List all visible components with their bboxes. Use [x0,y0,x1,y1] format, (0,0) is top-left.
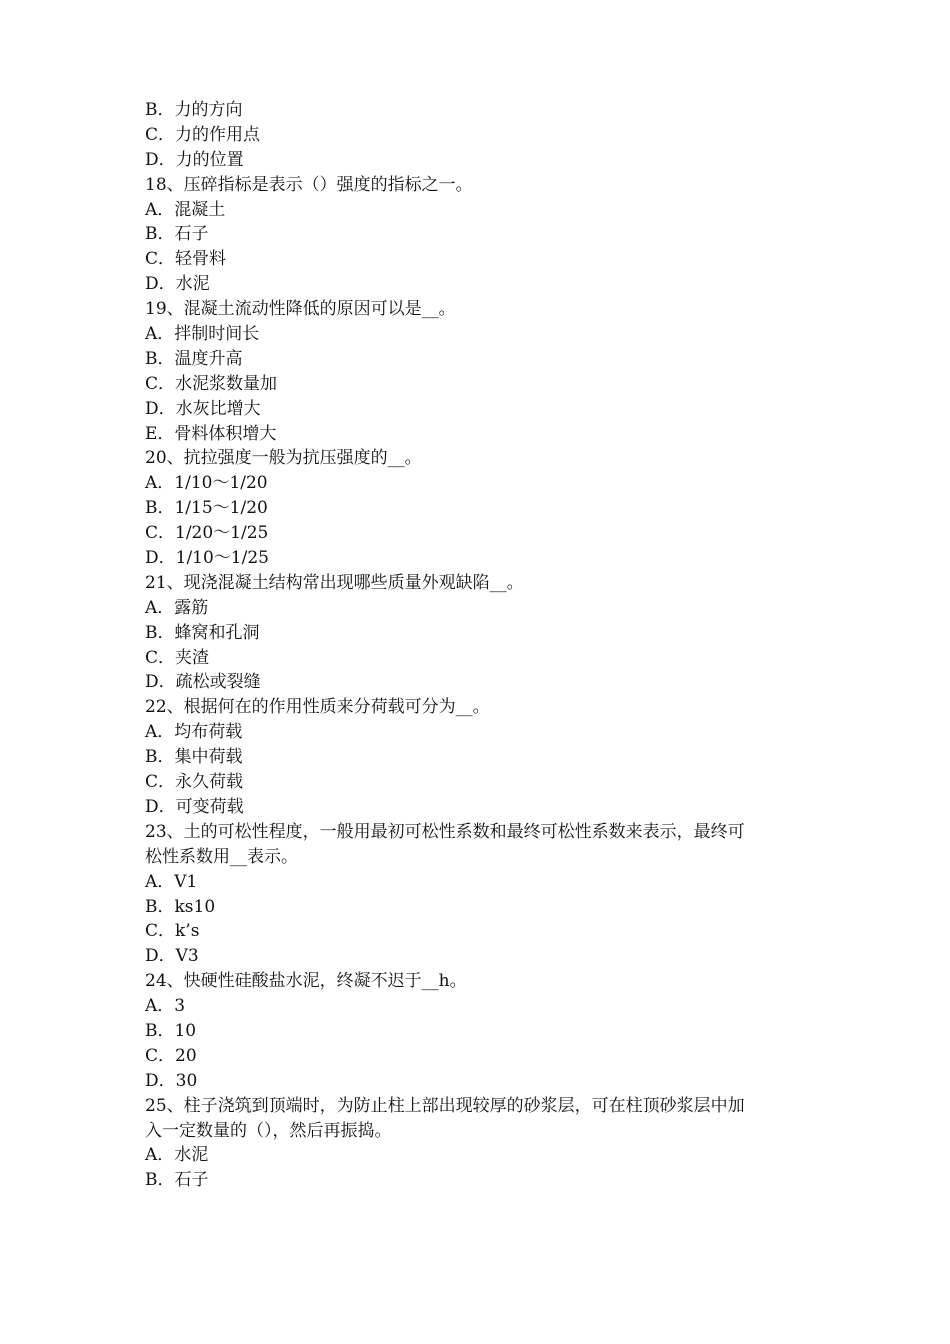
question-23-continued: 松性系数用__表示。 [145,846,298,867]
option-line: A．水泥 [145,1145,209,1166]
option-line: B．10 [145,1020,197,1041]
question-23: 23、土的可松性程度，一般用最初可松性系数和最终可松性系数来表示，最终可 [145,821,745,842]
option-line: C．夹渣 [145,647,210,668]
option-line: B．蜂窝和孔洞 [145,622,260,643]
option-line: A．V1 [145,871,198,892]
question-22: 22、根据何在的作用性质来分荷载可分为__。 [145,697,490,718]
option-line: E．骨料体积增大 [145,423,277,444]
option-line: A．1/10～1/20 [145,473,268,494]
question-25-continued: 入一定数量的（），然后再振捣。 [145,1120,392,1141]
question-21: 21、现浇混凝土结构常出现哪些质量外观缺陷__。 [145,572,524,593]
option-line: C．1/20～1/25 [145,523,269,544]
option-line: B．ks10 [145,896,216,917]
option-line: A．均布荷载 [145,722,243,743]
question-19: 19、混凝土流动性降低的原因可以是__。 [145,299,456,320]
option-line: A．3 [145,996,186,1017]
option-line: D．1/10～1/25 [145,548,269,569]
option-line: B．温度升高 [145,348,243,369]
option-line: C．20 [145,1045,197,1066]
option-line: D．力的位置 [145,149,244,170]
option-line: D．疏松或裂缝 [145,672,261,693]
option-line: B．石子 [145,224,209,245]
option-line: D．可变荷载 [145,796,244,817]
option-line: B．集中荷载 [145,747,243,768]
option-line: C．轻骨料 [145,249,227,270]
option-line: B．1/15～1/20 [145,498,268,519]
option-line: B．力的方向 [145,100,243,120]
option-line: C．水泥浆数量加 [145,373,278,394]
option-line: C．永久荷载 [145,772,244,793]
option-line: D．水灰比增大 [145,398,261,419]
question-text-block [145,98,825,1193]
option-line: B．石子 [145,1170,209,1191]
question-24: 24、快硬性硅酸盐水泥，终凝不迟于__h。 [145,971,467,992]
option-line: C．k’s [145,921,200,942]
option-line: A．露筋 [145,597,209,618]
question-18: 18、压碎指标是表示（）强度的指标之一。 [145,174,473,195]
option-line: C．力的作用点 [145,124,261,145]
option-line: D．30 [145,1070,198,1091]
question-25: 25、柱子浇筑到顶端时，为防止柱上部出现较厚的砂浆层，可在柱顶砂浆层中加 [145,1095,745,1116]
question-20: 20、抗拉强度一般为抗压强度的__。 [145,448,422,469]
option-line: A．混凝土 [145,199,226,220]
option-line: A．拌制时间长 [145,324,260,345]
option-line: D．水泥 [145,274,210,295]
option-line: D．V3 [145,946,199,967]
